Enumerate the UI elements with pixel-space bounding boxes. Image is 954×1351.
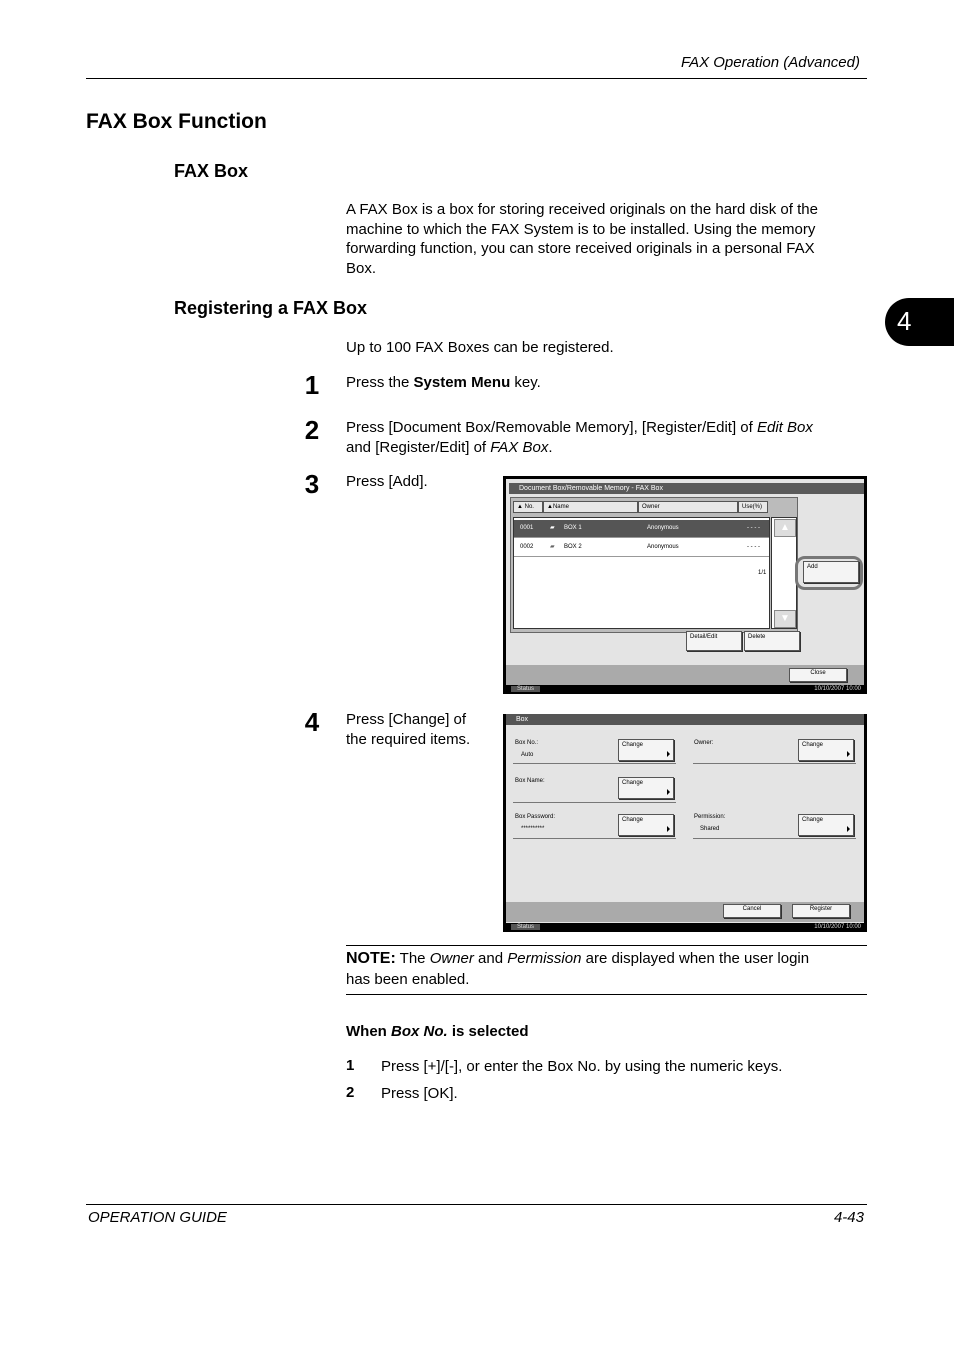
step-number: 1 <box>304 370 320 400</box>
fax-box-heading: FAX Box <box>174 161 249 181</box>
para-line: Box. <box>346 259 377 277</box>
add-button[interactable]: Add <box>803 561 859 583</box>
step-text: key. <box>510 374 541 391</box>
divider <box>513 763 676 764</box>
header-rule <box>86 78 867 79</box>
step-text: and [Register/Edit] of <box>346 438 491 456</box>
row-name: BOX 2 <box>564 544 582 550</box>
table-row[interactable] <box>514 520 769 538</box>
step-number: 3 <box>304 469 320 499</box>
note-text: and <box>473 950 508 967</box>
step-number: 2 <box>304 415 320 445</box>
datetime: 10/10/2007 10:00 <box>814 686 861 692</box>
row-owner: Anonymous <box>647 544 679 550</box>
fax-box-paragraph <box>346 200 818 278</box>
status-bar <box>503 685 867 694</box>
step-text: the required items. <box>346 730 471 748</box>
registering-intro: Up to 100 FAX Boxes can be registered. <box>346 339 614 356</box>
substep-number: 1 <box>346 1057 355 1074</box>
arrow-right-icon <box>667 826 670 832</box>
page-indicator: 1/1 <box>758 570 767 576</box>
box-password-value: ********** <box>521 826 545 832</box>
note-emphasis: Owner <box>429 950 474 967</box>
step-emphasis: FAX Box <box>490 438 549 456</box>
column-label: No. <box>524 504 534 510</box>
footer-guide: OPERATION GUIDE <box>88 1209 227 1226</box>
status-label[interactable]: Status <box>511 686 540 692</box>
when-box-no-heading <box>346 1022 529 1042</box>
column-header-no[interactable]: ▲ No. <box>513 501 543 513</box>
heading-text: is selected <box>447 1023 529 1040</box>
row-no: 0001 <box>520 525 534 531</box>
box-no-label: Box No.: <box>515 740 539 746</box>
button-label: Change <box>802 817 824 823</box>
note <box>346 949 867 989</box>
scroll-down-icon[interactable]: ▼ <box>774 610 796 628</box>
table-row[interactable] <box>514 539 769 557</box>
step-text: Press [Document Box/Removable Memory], [Register/Edit] of <box>346 419 757 436</box>
row-name: BOX 1 <box>564 525 582 531</box>
step-number: 4 <box>304 707 320 737</box>
box-register-screen <box>503 714 867 932</box>
note-rule-bottom <box>346 994 867 995</box>
note-text: are displayed when the user login <box>581 950 810 967</box>
button-label: Change <box>802 742 824 748</box>
note-rule-top <box>346 945 867 946</box>
arrow-right-icon <box>667 789 670 795</box>
note-label: NOTE: <box>346 950 396 967</box>
para-line: forwarding function, you can store received originals in a personal FAX <box>346 240 815 257</box>
divider <box>513 838 676 839</box>
para-line: machine to which the FAX System is to be installed. Using the memory <box>346 220 816 238</box>
owner-label: Owner: <box>694 740 714 746</box>
step-2-text <box>346 418 813 457</box>
status-label[interactable]: Status <box>511 924 540 930</box>
register-button[interactable]: Register <box>792 904 850 918</box>
scroll-up-icon[interactable]: ▲ <box>774 519 796 537</box>
status-bar <box>503 923 867 932</box>
arrow-right-icon <box>667 751 670 757</box>
divider <box>693 763 856 764</box>
registering-heading: Registering a FAX Box <box>174 298 368 318</box>
box-password-label: Box Password: <box>515 814 556 820</box>
column-header-name[interactable]: ▲Name <box>543 501 638 513</box>
button-label: Change <box>622 817 644 823</box>
permission-label: Permission: <box>694 814 726 820</box>
divider <box>693 838 856 839</box>
arrow-right-icon <box>847 751 850 757</box>
step-3-text: Press [Add]. <box>346 473 428 490</box>
folder-icon: ▰ <box>550 544 555 550</box>
button-label: Change <box>622 742 644 748</box>
para-line: A FAX Box is a box for storing received originals on the hard disk of the <box>346 201 818 218</box>
cancel-button[interactable]: Cancel <box>723 904 781 918</box>
box-list <box>513 517 770 629</box>
note-text: The <box>395 950 430 967</box>
close-button[interactable]: Close <box>789 668 847 682</box>
change-box-name-button[interactable] <box>618 777 674 799</box>
box-name-label: Box Name: <box>515 778 545 784</box>
row-use: - - - - <box>747 544 760 550</box>
button-label: Change <box>622 780 644 786</box>
substep-text: Press [OK]. <box>381 1085 458 1102</box>
screen-title: Box <box>506 714 864 725</box>
divider <box>513 802 676 803</box>
arrow-right-icon <box>847 826 850 832</box>
column-header-use[interactable]: Use(%) <box>738 501 768 513</box>
change-password-button[interactable] <box>618 814 674 836</box>
step-emphasis: Edit Box <box>756 419 813 436</box>
page-number: 4-43 <box>833 1209 864 1226</box>
delete-button[interactable]: Delete <box>744 631 800 651</box>
chapter-number: 4 <box>897 306 912 336</box>
note-emphasis: Permission <box>507 950 582 967</box>
screen-panel <box>506 714 864 923</box>
section-title: FAX Box Function <box>86 110 267 133</box>
screen-panel <box>506 479 864 685</box>
substep-number: 2 <box>346 1084 355 1101</box>
step-4-text <box>346 710 470 749</box>
fax-box-list-screen <box>503 476 867 694</box>
detail-edit-button[interactable]: Detail/Edit <box>686 631 742 651</box>
box-no-value: Auto <box>521 752 534 758</box>
substep-text: Press [+]/[-], or enter the Box No. by using the numeric keys. <box>381 1058 783 1075</box>
scrollbar[interactable] <box>758 517 797 629</box>
footer-rule <box>86 1204 867 1205</box>
step-text: Press [Change] of <box>346 711 467 728</box>
column-header-owner[interactable]: Owner <box>638 501 738 513</box>
screen-title: Document Box/Removable Memory - FAX Box <box>509 483 864 494</box>
change-box-no-button[interactable] <box>618 739 674 761</box>
row-owner: Anonymous <box>647 525 679 531</box>
step-1-text <box>346 373 541 393</box>
datetime: 10/10/2007 10:00 <box>814 924 861 930</box>
permission-value: Shared <box>700 826 720 832</box>
system-menu-key: System Menu <box>413 374 511 391</box>
step-text: . <box>548 438 553 456</box>
folder-icon: ▰ <box>550 525 555 531</box>
chapter-tab <box>885 298 954 346</box>
column-label: Name <box>552 504 569 510</box>
running-header: FAX Operation (Advanced) <box>681 54 860 71</box>
row-no: 0002 <box>520 544 534 550</box>
row-use: - - - - <box>747 525 760 531</box>
heading-text: When <box>346 1023 391 1040</box>
note-text: has been enabled. <box>346 970 470 988</box>
change-permission-button[interactable] <box>798 814 854 836</box>
heading-emphasis: Box No. <box>391 1023 448 1040</box>
step-text: Press the <box>346 374 414 391</box>
change-owner-button[interactable] <box>798 739 854 761</box>
